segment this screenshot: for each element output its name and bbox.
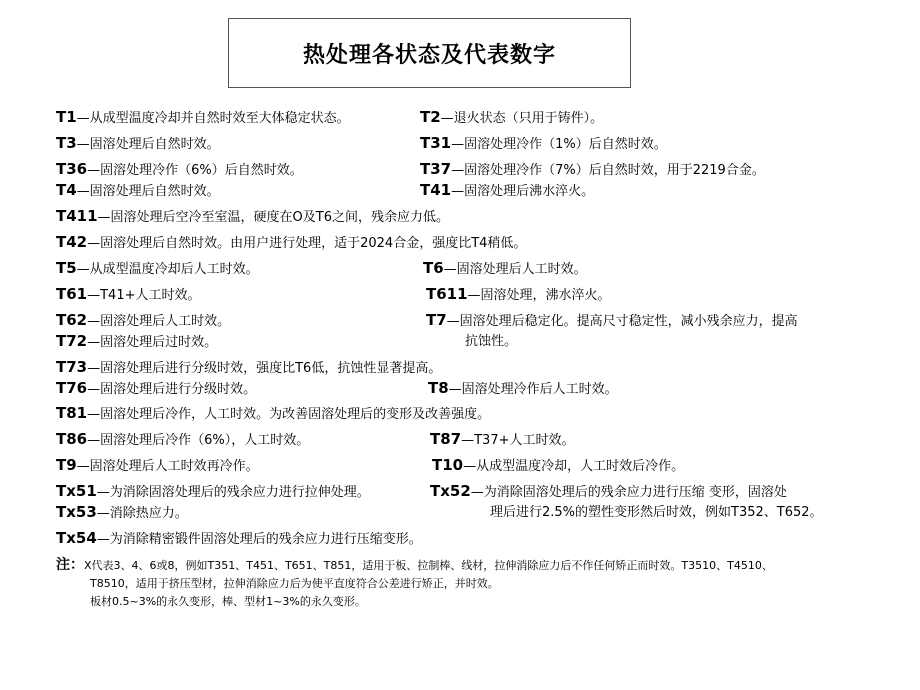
entry-code: T10 (432, 456, 464, 474)
entry-desc: —固溶处理冷作（1%）后自然时效。 (451, 137, 667, 152)
entry-code: T611 (426, 285, 468, 303)
entry-t411 (56, 207, 449, 227)
footnote-line-3: 板材0.5~3%的永久变形，棒、型材1~3%的永久变形。 (90, 595, 366, 608)
entry-t86 (56, 430, 309, 450)
entry-t61 (56, 285, 201, 305)
page-title: 热处理各状态及代表数字 (302, 42, 556, 68)
entry-code: T5 (56, 259, 77, 277)
entry-code: T62 (56, 311, 88, 329)
entry-desc: —固溶处理后冷作，人工时效。为改善固溶处理后的变形及改善强度。 (87, 407, 491, 422)
entry-tx52 (430, 482, 787, 502)
entry-tx52-continued (490, 504, 823, 522)
entry-t7-continued (465, 333, 517, 351)
entry-code: T76 (56, 379, 88, 397)
entry-desc: —固溶处理冷作（7%）后自然时效，用于2219合金。 (451, 163, 765, 178)
entry-code: T4 (56, 181, 77, 199)
entry-code: T42 (56, 233, 88, 251)
entry-desc: —固溶处理后进行分级时效。 (87, 382, 257, 397)
entry-t31 (420, 134, 667, 154)
entry-desc: —从成型温度冷却并自然时效至大体稳定状态。 (76, 111, 350, 126)
entry-code: Tx52 (430, 482, 471, 500)
footnote-text: X代表3、4、6或8，例如T351、T451、T651、T851，适用于板、拉制棒、线材，拉伸消除应力后不作任何矫正而时效。T3510、T4510、 (84, 559, 773, 572)
entry-t3 (56, 134, 220, 154)
entry-t81 (56, 404, 490, 424)
entry-desc: 理后进行2.5%的塑性变形然后时效，例如T352、T652。 (490, 505, 823, 520)
entry-code: T81 (56, 404, 88, 422)
entry-code: Tx51 (56, 482, 97, 500)
entry-code: T61 (56, 285, 88, 303)
footnote-label: 注： (56, 557, 84, 573)
entry-t72 (56, 332, 217, 352)
entry-t1 (56, 108, 350, 128)
footnote-line-1 (56, 556, 876, 575)
entry-code: Tx53 (56, 503, 97, 521)
entry-code: T411 (56, 207, 98, 225)
entry-desc: —为消除精密锻件固溶处理后的残余应力进行压缩变形。 (96, 532, 422, 547)
entry-t37 (420, 160, 765, 180)
entry-code: Tx54 (56, 529, 97, 547)
entry-t87 (430, 430, 575, 450)
entry-t2 (420, 108, 603, 128)
entry-desc: —固溶处理，沸水淬火。 (467, 288, 611, 303)
entry-desc: —为消除固溶处理后的残余应力进行拉伸处理。 (96, 485, 370, 500)
entry-code: T8 (428, 379, 449, 397)
entry-t611 (426, 285, 611, 305)
entry-desc: —T37+人工时效。 (461, 433, 575, 448)
entry-t42 (56, 233, 526, 253)
entry-desc: —固溶处理后自然时效。 (76, 137, 220, 152)
entry-t73 (56, 358, 441, 378)
entry-t8 (428, 379, 618, 399)
entry-desc: —固溶处理后自然时效。 (76, 184, 220, 199)
entry-t5 (56, 259, 259, 279)
entry-code: T86 (56, 430, 88, 448)
entry-code: T37 (420, 160, 452, 178)
entry-desc: —固溶处理后空冷至室温，硬度在O及T6之间，残余应力低。 (97, 210, 449, 225)
entry-desc: —消除热应力。 (96, 506, 188, 521)
entry-tx54 (56, 529, 422, 549)
entry-code: T9 (56, 456, 77, 474)
entry-code: T31 (420, 134, 452, 152)
entry-desc: —固溶处理后人工时效再冷作。 (76, 459, 259, 474)
entry-code: T1 (56, 108, 77, 126)
entry-t36 (56, 160, 303, 180)
title-box (228, 18, 631, 88)
entry-desc: —固溶处理后人工时效。 (87, 314, 231, 329)
entry-t10 (432, 456, 684, 476)
entry-code: T2 (420, 108, 441, 126)
footnote (56, 556, 876, 611)
entry-code: T41 (420, 181, 452, 199)
entry-desc: —退火状态（只用于铸件）。 (440, 111, 604, 126)
entry-t4 (56, 181, 220, 201)
entry-desc: —固溶处理后人工时效。 (443, 262, 587, 277)
entry-t62 (56, 311, 230, 331)
entry-desc: —从成型温度冷却后人工时效。 (76, 262, 259, 277)
entry-desc: —固溶处理冷作（6%）后自然时效。 (87, 163, 303, 178)
entry-code: T7 (426, 311, 447, 329)
footnote-line-2: T8510，适用于挤压型材，拉伸消除应力后为使平直度符合公差进行矫正，并时效。 (90, 577, 499, 590)
entry-desc: —固溶处理冷作后人工时效。 (448, 382, 618, 397)
entry-desc: —T41+人工时效。 (87, 288, 201, 303)
entry-desc: 抗蚀性。 (465, 334, 518, 349)
entry-desc: —固溶处理后进行分级时效，强度比T6低，抗蚀性显著提高。 (87, 361, 442, 376)
entry-t9 (56, 456, 259, 476)
entry-desc: —固溶处理后过时效。 (87, 335, 218, 350)
entry-code: T72 (56, 332, 88, 350)
entry-code: T3 (56, 134, 77, 152)
entry-t6 (423, 259, 587, 279)
entry-t41 (420, 181, 594, 201)
entry-code: T73 (56, 358, 88, 376)
entry-tx53 (56, 503, 188, 523)
entry-t76 (56, 379, 256, 399)
entry-code: T36 (56, 160, 88, 178)
entry-desc: —从成型温度冷却，人工时效后冷作。 (463, 459, 685, 474)
entry-desc: —固溶处理后稳定化。提高尺寸稳定性，减小残余应力，提高 (446, 314, 798, 329)
entry-desc: —固溶处理后沸水淬火。 (451, 184, 595, 199)
entry-desc: —固溶处理后冷作（6%），人工时效。 (87, 433, 310, 448)
entry-code: T87 (430, 430, 462, 448)
entry-tx51 (56, 482, 370, 502)
entry-desc: —固溶处理后自然时效。由用户进行处理，适于2024合金，强度比T4稍低。 (87, 236, 527, 251)
entry-code: T6 (423, 259, 444, 277)
entry-t7 (426, 311, 798, 331)
entry-desc: —为消除固溶处理后的残余应力进行压缩 变形，固溶处 (470, 485, 787, 500)
